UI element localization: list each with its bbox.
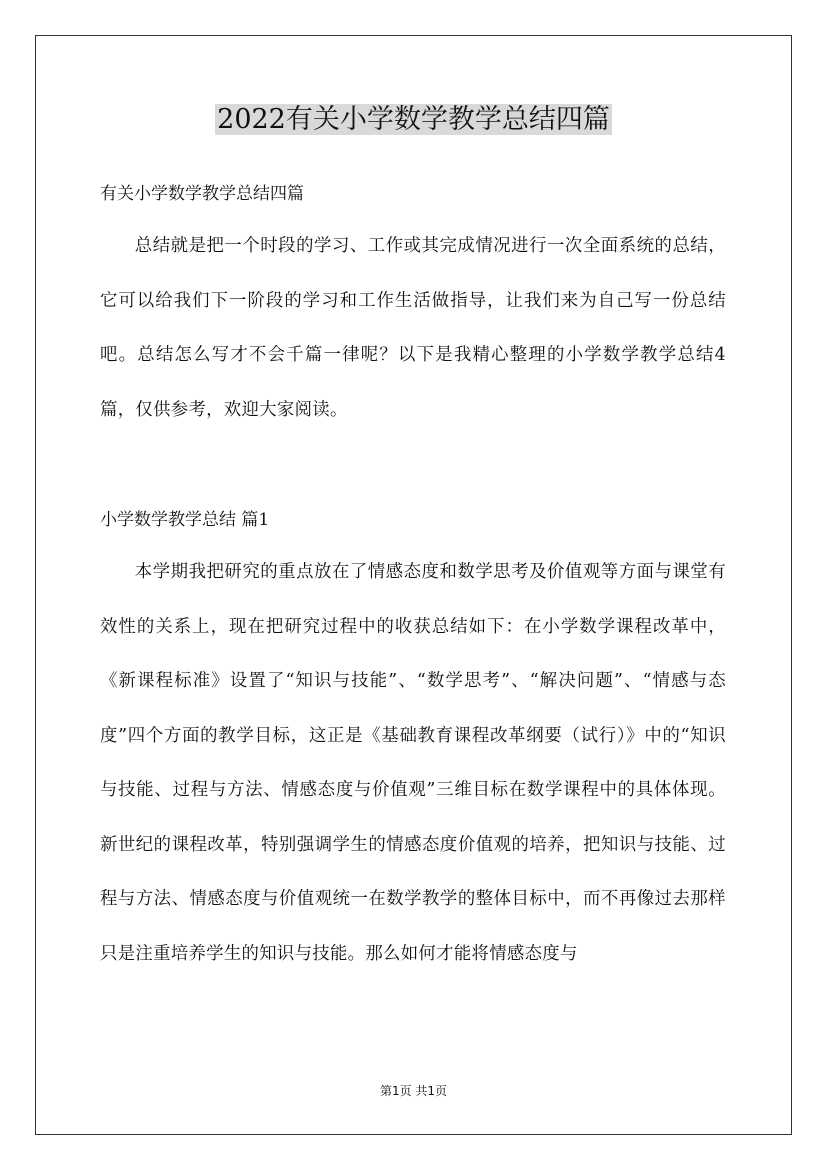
document-title xyxy=(0,100,827,140)
document-title-text: 2022有关小学数学教学总结四篇 xyxy=(217,104,610,135)
page-footer: 第1页 共1页 xyxy=(379,1084,448,1098)
intro-paragraph: 总结就是把一个时段的学习、工作或其完成情况进行一次全面系统的总结，它可以给我们下一阶段的学习和工作生活做指导，让我们来为自己写一份总结吧。总结怎么写才不会千篇一律呢？以下是我精心整理的小学数学教学总结4篇，仅供参考，欢迎大家阅读。 xyxy=(100,236,726,420)
section-heading: 有关小学数学教学总结四篇 xyxy=(100,184,304,204)
part-heading: 小学数学教学总结 篇1 xyxy=(100,510,270,530)
body-paragraph: 本学期我把研究的重点放在了情感态度和数学思考及价值观等方面与课堂有效性的关系上，现在把研究过程中的收获总结如下：在小学数学课程改革中，《新课程标准》设置了“知识与技能”、“数学思考”、“解决问题”、“情感与态度”四个方面的教学目标，这正是《基础教育课程改革纲要（试行）》中的“知识与技能、过程与方法、情感态度与价值观”三维目标在数学课程中的具体体现。新世纪的课程改革，特别强调学生的情感态度价值观的培养，把知识与技能、过程与方法、情感态度与价值观统一在数学教学的整体目标中，而不再像过去那样只是注重培养学生的知识与技能。那么如何才能将情感态度与 xyxy=(100,562,726,964)
